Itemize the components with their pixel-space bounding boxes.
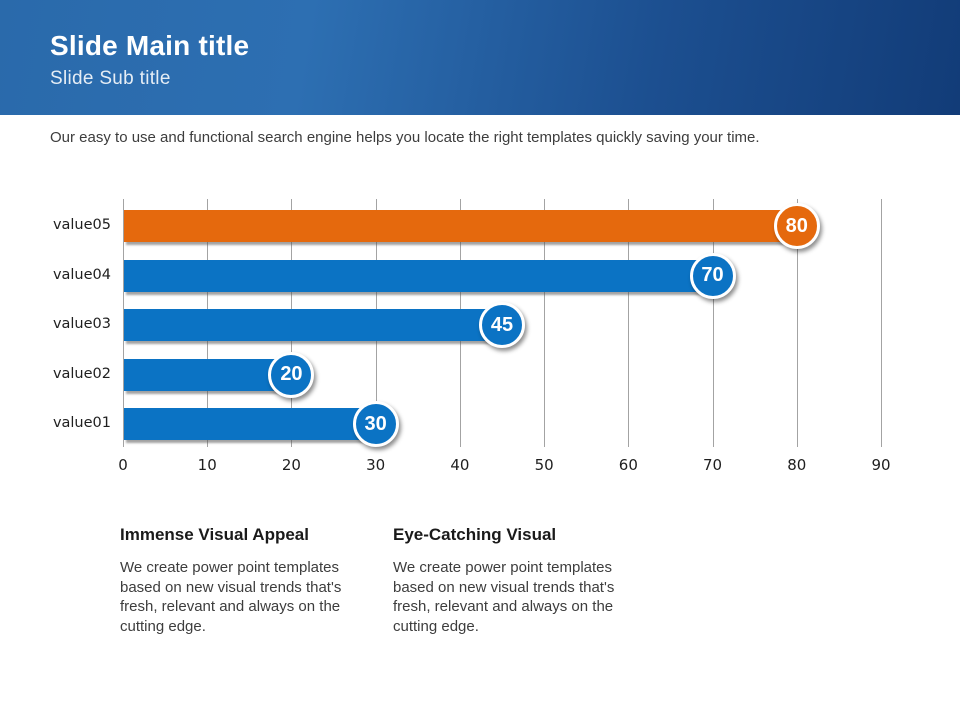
value-badge-value03: 45 bbox=[479, 302, 525, 348]
slide-sub-title: Slide Sub title bbox=[50, 68, 171, 89]
x-axis-tick-label: 70 bbox=[703, 456, 723, 474]
x-axis-tick-label: 30 bbox=[366, 456, 386, 474]
slide-main-title: Slide Main title bbox=[50, 30, 250, 61]
bar-value03 bbox=[124, 309, 503, 341]
x-axis-tick-label: 40 bbox=[450, 456, 470, 474]
category-label-value05: value05 bbox=[52, 217, 111, 233]
column-1-body: We create power point templates based on new visual trends that's fresh, relevant and always on the cutting edge. bbox=[120, 559, 342, 635]
x-axis-tick-label: 90 bbox=[871, 456, 891, 474]
column-1-heading: Immense Visual Appeal bbox=[120, 525, 309, 544]
category-label-value01: value01 bbox=[52, 415, 111, 432]
bar-value02 bbox=[124, 359, 292, 391]
x-axis-tick-label: 0 bbox=[118, 456, 128, 474]
x-axis-tick-label: 20 bbox=[281, 456, 301, 474]
column-2-body: We create power point templates based on new visual trends that's fresh, relevant and always on the cutting edge. bbox=[393, 559, 615, 635]
intro-text: Our easy to use and functional search engine helps you locate the right templates quickly saving your time. bbox=[50, 129, 760, 146]
category-label-value04: value04 bbox=[52, 266, 111, 283]
category-label-value02: value02 bbox=[52, 365, 111, 382]
text-column-2 bbox=[393, 525, 628, 636]
x-axis-tick-label: 80 bbox=[787, 456, 807, 474]
value-badge-value04: 70 bbox=[690, 253, 736, 299]
text-column-1 bbox=[120, 525, 355, 636]
value-badge-value02: 20 bbox=[268, 352, 314, 398]
value-badge-value01: 30 bbox=[353, 401, 399, 447]
column-2-heading: Eye-Catching Visual bbox=[393, 525, 557, 544]
x-axis-tick-label: 10 bbox=[197, 456, 217, 474]
bar-value04 bbox=[124, 260, 714, 292]
bar-value05 bbox=[124, 210, 798, 242]
bar-value01 bbox=[124, 408, 377, 440]
category-label-value03: value03 bbox=[52, 316, 111, 333]
value-badge-value05: 80 bbox=[774, 203, 820, 249]
x-axis-tick-label: 60 bbox=[618, 456, 638, 474]
gridline-x-90 bbox=[881, 199, 882, 447]
x-axis-tick-label: 50 bbox=[534, 456, 554, 474]
